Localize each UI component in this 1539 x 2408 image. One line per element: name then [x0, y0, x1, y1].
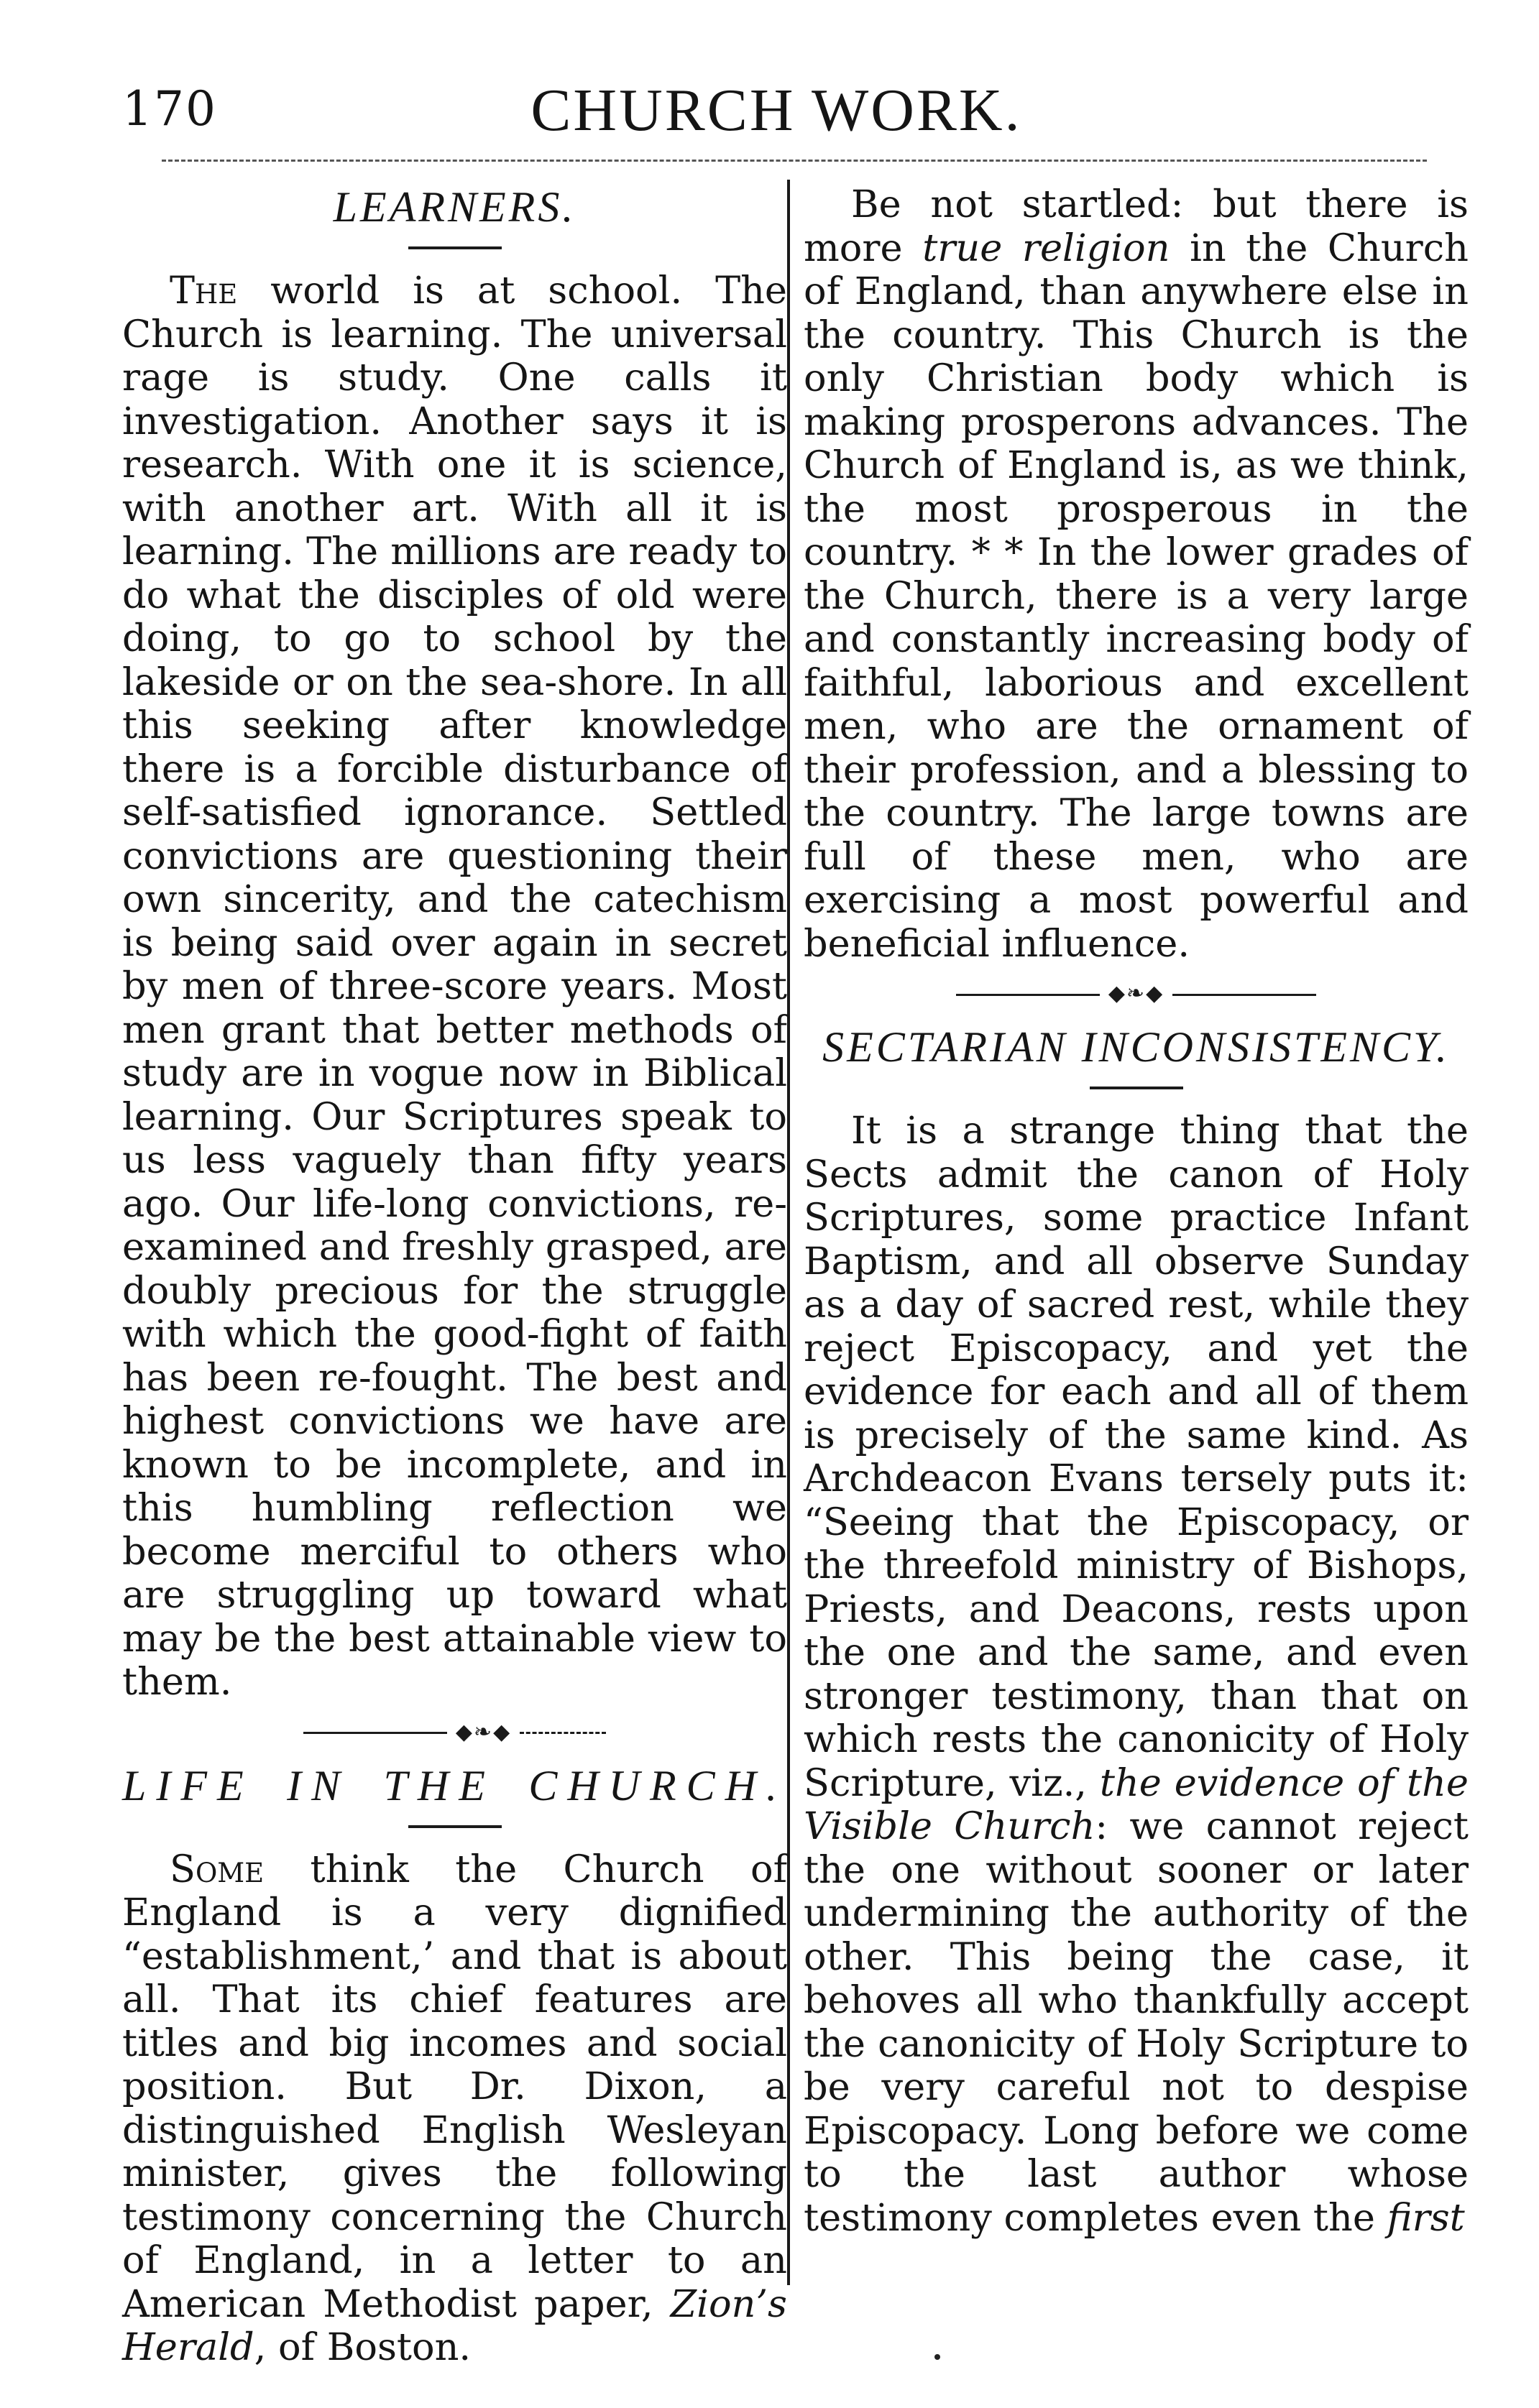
ornament-line	[956, 994, 1100, 996]
ornament-line	[303, 1732, 447, 1734]
learners-lead-word: The	[170, 269, 238, 313]
life-body: think the Church of England is a very dignified “establishment,’ and that is about all. That its chief features are titles and big incomes and social position. But Dr. Dixon, a distinguished English Wesleyan minister, gives the following testimony concerning the Church of England, in a letter to an American Methodist paper,	[122, 1847, 787, 2326]
ornament-line	[520, 1732, 606, 1734]
ornament-line	[1172, 994, 1316, 996]
sectarian-part2: : we cannot reject the one without sooner or later undermining the authority of the other. This being the case, it behoves all who thankfully accept the canonicity of Holy Scripture to be very careful not to despise Episcopacy. Long before we come to the last author whose testimony completes even the	[804, 1804, 1469, 2240]
sectarian-paragraph	[804, 1110, 1469, 2240]
column-divider	[787, 180, 790, 2285]
newspaper-title: Zion’s Herald	[122, 2282, 787, 2369]
life-lead-word: Some	[170, 1847, 265, 1891]
continuation-part1: Be not startled: but there is more	[804, 183, 1469, 270]
section-rule	[1090, 1087, 1183, 1089]
learners-paragraph	[122, 269, 787, 1704]
right-column	[804, 183, 1469, 2240]
header-rule	[162, 160, 1427, 162]
section-ornament	[122, 1719, 787, 1745]
sectarian-emphasis: the evidence of the Visible Church	[804, 1761, 1469, 1848]
print-speck	[934, 2354, 940, 2360]
continuation-emphasis: true religion	[922, 226, 1170, 270]
section-rule	[408, 1825, 502, 1828]
ornament-glyph: ◆❧◆	[455, 1719, 512, 1745]
ornament-glyph: ◆❧◆	[1108, 981, 1164, 1006]
quotation-continuation	[804, 183, 1469, 966]
life-in-church-heading: LIFE IN THE CHURCH.	[122, 1761, 787, 1809]
learners-body: world is at school. The Church is learning. The universal rage is study. One calls it investigation. Another says it is research. With one it is science, with another art. With all it is learning. The millions are ready to do what the disciples of old were doing, to go to school by the lakeside or on the sea-shore. In all this seeking after knowledge there is a forcible disturbance of self-satisfied ignorance. Settled convictions are questioning their own sincerity, and the catechism is being said over again in secret by men of three-score years. Most men grant that better methods of study are in vogue now in Biblical learning. Our Scriptures speak to us less vaguely than fifty years ago. Our life-long convictions, re-examined and freshly grasped, are doubly precious for the struggle with which the good-fight of faith has been re-fought. The best and highest convictions we have are known to be incomplete, and in this humbling reflection we become merciful to others who are struggling up toward what may be the best attainable view to them.	[122, 269, 787, 1704]
running-title: CHURCH WORK.	[530, 77, 1022, 144]
left-column	[122, 183, 787, 2370]
life-in-church-paragraph	[122, 1848, 787, 2370]
sectarian-heading: SECTARIAN INCONSISTENCY.	[822, 1023, 1450, 1071]
sectarian-part1: It is a strange thing that the Sects admit the canon of Holy Scriptures, some practice Infant Baptism, and all observe Sunday as a day of sacred rest, while they reject Episcopacy, and yet the evidence for each and all of them is precisely of the same kind. As Archdeacon Evans tersely puts it: “Seeing that the Episcopacy, or the threefold ministry of Bishops, Priests, and Deacons, rests upon the one and the same, and even stronger testimony, than that on which rests the canonicity of Holy Scripture, viz.,	[804, 1109, 1469, 1805]
page-header	[122, 75, 1430, 147]
section-ornament	[804, 983, 1469, 1005]
continuation-part2: in the Church of England, than anywhere else in the country. This Church is the only Christian body which is making prosperons advances. The Church of England is, as we think, the most prosperous in the country. * * In the lower grades of the Church, there is a very large and constantly increasing body of faithful, laborious and excellent men, who are the ornament of their profession, and a blessing to the country. The large towns are full of these men, who are exercising a most powerful and beneficial influence.	[804, 226, 1469, 966]
sectarian-final-emphasis: first	[1387, 2195, 1465, 2240]
learners-heading: LEARNERS.	[333, 183, 576, 231]
section-rule	[408, 246, 502, 249]
page-number: 170	[122, 81, 217, 137]
life-body-end: , of Boston.	[254, 2325, 472, 2369]
